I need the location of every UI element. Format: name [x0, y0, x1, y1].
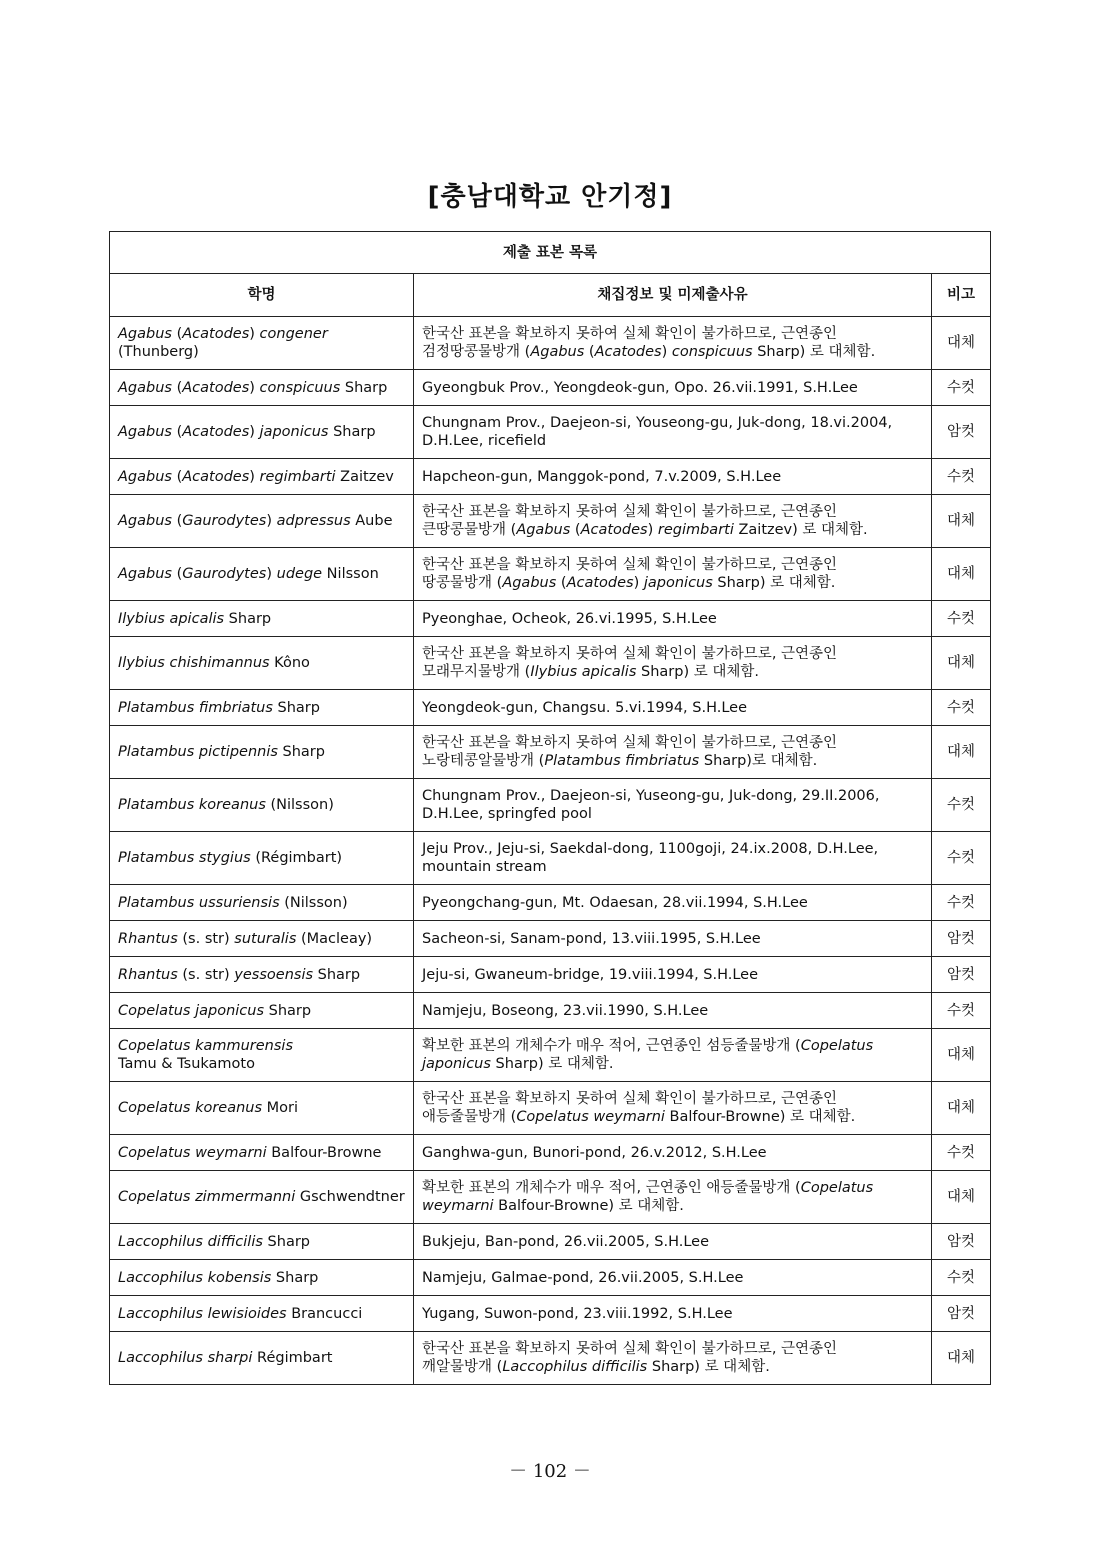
italic-taxon: Agabus: [502, 575, 557, 591]
table-row: [110, 1224, 991, 1260]
collection-info-cell: 한국산 표본을 확보하지 못하여 실체 확인이 불가하므로, 근연종인 노랑테콩알물방개 (Platambus fimbriatus Sharp)로 대체함.: [414, 726, 932, 779]
italic-taxon: Laccophilus difficilis: [118, 1233, 263, 1250]
table-row: [110, 726, 991, 779]
italic-taxon: Platambus stygius: [118, 850, 251, 866]
scientific-name-cell: Copelatus japonicus Sharp: [110, 993, 414, 1029]
collection-info-cell: 한국산 표본을 확보하지 못하여 실체 확인이 불가하므로, 근연종인 애등줄물방개 (Copelatus weymarni Balfour-Browne) 로 대체함.: [414, 1082, 932, 1135]
table-body: [110, 317, 991, 1385]
collection-info-cell: Pyeonghae, Ocheok, 26.vi.1995, S.H.Lee: [414, 601, 932, 637]
remarks-cell: 암컷: [932, 957, 991, 993]
collection-info-cell: Ganghwa-gun, Bunori-pond, 26.v.2012, S.H.Lee: [414, 1135, 932, 1171]
italic-taxon: Acatodes: [182, 379, 250, 396]
scientific-name-cell: Copelatus koreanus Mori: [110, 1082, 414, 1135]
table-row: [110, 1260, 991, 1296]
table-row: [110, 317, 991, 370]
collection-info-cell: 확보한 표본의 개체수가 매우 적어, 근연종인 섬등줄물방개 (Copelatus japonicus Sharp) 로 대체함.: [414, 1029, 932, 1082]
scientific-name-cell: Ilybius chishimannus Kôno: [110, 637, 414, 690]
italic-taxon: Acatodes: [182, 326, 250, 342]
scientific-name-cell: Copelatus weymarni Balfour-Browne: [110, 1135, 414, 1171]
table-row: [110, 779, 991, 832]
italic-taxon: udege: [276, 566, 323, 582]
remarks-cell: 수컷: [932, 1260, 991, 1296]
page-title: [충남대학교 안기정]: [427, 182, 673, 212]
italic-taxon: Ilybius apicalis: [118, 610, 225, 627]
italic-taxon: Copelatus zimmermanni: [118, 1189, 296, 1205]
column-header-collection-info: 채집정보 및 미제출사유: [414, 274, 932, 317]
remarks-cell: 암컷: [932, 1224, 991, 1260]
table-row: [110, 406, 991, 459]
remarks-cell: 수컷: [932, 601, 991, 637]
table-row: [110, 637, 991, 690]
italic-taxon: japonicus: [422, 1056, 491, 1072]
italic-taxon: Rhantus: [118, 930, 178, 947]
remarks-cell: 수컷: [932, 993, 991, 1029]
italic-taxon: japonicus: [259, 424, 329, 440]
scientific-name-cell: Laccophilus difficilis Sharp: [110, 1224, 414, 1260]
table-row: [110, 601, 991, 637]
table-caption: 제출 표본 목록: [110, 232, 991, 274]
italic-taxon: Platambus pictipennis: [118, 744, 278, 760]
italic-taxon: Copelatus weymarni: [516, 1109, 665, 1125]
scientific-name-cell: Agabus (Gaurodytes) udege Nilsson: [110, 548, 414, 601]
table-row: [110, 1332, 991, 1385]
scientific-name-cell: Rhantus (s. str) yessoensis Sharp: [110, 957, 414, 993]
remarks-cell: 수컷: [932, 779, 991, 832]
table-row: [110, 495, 991, 548]
collection-info-cell: Chungnam Prov., Daejeon-si, Youseong-gu, Juk-dong, 18.vi.2004, D.H.Lee, ricefield: [414, 406, 932, 459]
collection-info-cell: 한국산 표본을 확보하지 못하여 실체 확인이 불가하므로, 근연종인 검정땅콩물방개 (Agabus (Acatodes) conspicuus Sharp) 로 대체함.: [414, 317, 932, 370]
collection-info-cell: 확보한 표본의 개체수가 매우 적어, 근연종인 애등줄물방개 (Copelatus weymarni Balfour-Browne) 로 대체함.: [414, 1171, 932, 1224]
table-row: [110, 957, 991, 993]
remarks-cell: 대체: [932, 495, 991, 548]
italic-taxon: Agabus: [118, 326, 172, 342]
scientific-name-cell: Platambus ussuriensis (Nilsson): [110, 885, 414, 921]
remarks-cell: 대체: [932, 637, 991, 690]
table-row: [110, 885, 991, 921]
collection-info-cell: Yeongdeok-gun, Changsu. 5.vi.1994, S.H.Lee: [414, 690, 932, 726]
italic-taxon: congener: [259, 326, 328, 342]
page-number: － 102 －: [509, 1461, 591, 1482]
italic-taxon: Agabus: [118, 468, 172, 485]
scientific-name-cell: Laccophilus kobensis Sharp: [110, 1260, 414, 1296]
table-row: [110, 1135, 991, 1171]
scientific-name-cell: Laccophilus lewisioides Brancucci: [110, 1296, 414, 1332]
italic-taxon: Copelatus koreanus: [118, 1100, 263, 1116]
scientific-name-cell: Ilybius apicalis Sharp: [110, 601, 414, 637]
table-row: [110, 459, 991, 495]
table-row: [110, 1296, 991, 1332]
collection-info-cell: 한국산 표본을 확보하지 못하여 실체 확인이 불가하므로, 근연종인 큰땅콩물방개 (Agabus (Acatodes) regimbarti Zaitzev) 로 대체함.: [414, 495, 932, 548]
italic-taxon: Platambus fimbriatus: [118, 699, 273, 716]
italic-taxon: Laccophilus lewisioides: [118, 1305, 287, 1322]
table-row: [110, 548, 991, 601]
italic-taxon: Acatodes: [182, 424, 250, 440]
collection-info-cell: Chungnam Prov., Daejeon-si, Yuseong-gu, Juk-dong, 29.II.2006, D.H.Lee, springfed pool: [414, 779, 932, 832]
column-header-scientific-name: 학명: [110, 274, 414, 317]
collection-info-cell: Namjeju, Galmae-pond, 26.vii.2005, S.H.Lee: [414, 1260, 932, 1296]
italic-taxon: adpressus: [276, 513, 351, 529]
collection-info-cell: Jeju Prov., Jeju-si, Saekdal-dong, 1100goji, 24.ix.2008, D.H.Lee, mountain stream: [414, 832, 932, 885]
italic-taxon: Agabus: [516, 522, 571, 538]
scientific-name-cell: Agabus (Acatodes) congener (Thunberg): [110, 317, 414, 370]
italic-taxon: Rhantus: [118, 966, 178, 983]
collection-info-cell: Pyeongchang-gun, Mt. Odaesan, 28.vii.1994, S.H.Lee: [414, 885, 932, 921]
italic-taxon: Agabus: [530, 344, 585, 360]
italic-taxon: Agabus: [118, 424, 172, 440]
italic-taxon: Laccophilus difficilis: [502, 1359, 648, 1375]
italic-taxon: regimbarti: [657, 522, 734, 538]
scientific-name-cell: Agabus (Gaurodytes) adpressus Aube: [110, 495, 414, 548]
italic-taxon: Acatodes: [182, 468, 250, 485]
italic-taxon: Laccophilus kobensis: [118, 1269, 272, 1286]
italic-taxon: Ilybius apicalis: [530, 664, 637, 680]
collection-info-cell: Jeju-si, Gwaneum-bridge, 19.viii.1994, S.H.Lee: [414, 957, 932, 993]
italic-taxon: Acatodes: [580, 522, 648, 538]
remarks-cell: 대체: [932, 548, 991, 601]
collection-info-cell: 한국산 표본을 확보하지 못하여 실체 확인이 불가하므로, 근연종인 깨알물방개 (Laccophilus difficilis Sharp) 로 대체함.: [414, 1332, 932, 1385]
collection-info-cell: Hapcheon-gun, Manggok-pond, 7.v.2009, S.H.Lee: [414, 459, 932, 495]
scientific-name-cell: Rhantus (s. str) suturalis (Macleay): [110, 921, 414, 957]
collection-info-cell: Gyeongbuk Prov., Yeongdeok-gun, Opo. 26.vii.1991, S.H.Lee: [414, 370, 932, 406]
remarks-cell: 수컷: [932, 832, 991, 885]
remarks-cell: 암컷: [932, 406, 991, 459]
table-row: [110, 832, 991, 885]
scientific-name-cell: Agabus (Acatodes) conspicuus Sharp: [110, 370, 414, 406]
italic-taxon: Agabus: [118, 566, 172, 582]
remarks-cell: 대체: [932, 726, 991, 779]
remarks-cell: 수컷: [932, 459, 991, 495]
column-header-remarks: 비고: [932, 274, 991, 317]
italic-taxon: Agabus: [118, 513, 172, 529]
table-row: [110, 993, 991, 1029]
scientific-name-cell: Platambus koreanus (Nilsson): [110, 779, 414, 832]
table-row: [110, 1082, 991, 1135]
table-row: [110, 1171, 991, 1224]
remarks-cell: 수컷: [932, 885, 991, 921]
italic-taxon: Agabus: [118, 379, 172, 396]
table-row: [110, 690, 991, 726]
collection-info-cell: Namjeju, Boseong, 23.vii.1990, S.H.Lee: [414, 993, 932, 1029]
scientific-name-cell: Platambus pictipennis Sharp: [110, 726, 414, 779]
collection-info-cell: 한국산 표본을 확보하지 못하여 실체 확인이 불가하므로, 근연종인 모래무지물방개 (Ilybius apicalis Sharp) 로 대체함.: [414, 637, 932, 690]
remarks-cell: 대체: [932, 317, 991, 370]
italic-taxon: Gaurodytes: [182, 513, 267, 529]
scientific-name-cell: Laccophilus sharpi Régimbart: [110, 1332, 414, 1385]
italic-taxon: Copelatus: [800, 1180, 874, 1196]
table-row: [110, 921, 991, 957]
collection-info-cell: Yugang, Suwon-pond, 23.viii.1992, S.H.Lee: [414, 1296, 932, 1332]
remarks-cell: 수컷: [932, 370, 991, 406]
italic-taxon: Copelatus kammurensis: [118, 1038, 294, 1054]
italic-taxon: yessoensis: [234, 966, 314, 983]
table-row: [110, 370, 991, 406]
collection-info-cell: Sacheon-si, Sanam-pond, 13.viii.1995, S.H.Lee: [414, 921, 932, 957]
italic-taxon: Acatodes: [566, 575, 634, 591]
specimen-table: [109, 231, 991, 1385]
remarks-cell: 대체: [932, 1171, 991, 1224]
remarks-cell: 대체: [932, 1332, 991, 1385]
italic-taxon: conspicuus: [259, 379, 341, 396]
scientific-name-cell: Platambus fimbriatus Sharp: [110, 690, 414, 726]
italic-taxon: suturalis: [234, 930, 297, 947]
italic-taxon: Copelatus weymarni: [118, 1144, 267, 1161]
remarks-cell: 암컷: [932, 1296, 991, 1332]
table-row: [110, 1029, 991, 1082]
italic-taxon: conspicuus: [671, 344, 753, 360]
italic-taxon: regimbarti: [259, 468, 336, 485]
remarks-cell: 대체: [932, 1029, 991, 1082]
italic-taxon: Copelatus: [800, 1038, 874, 1054]
italic-taxon: Platambus fimbriatus: [544, 753, 700, 769]
remarks-cell: 수컷: [932, 1135, 991, 1171]
scientific-name-cell: Platambus stygius (Régimbart): [110, 832, 414, 885]
collection-info-cell: 한국산 표본을 확보하지 못하여 실체 확인이 불가하므로, 근연종인 땅콩물방개 (Agabus (Acatodes) japonicus Sharp) 로 대체함.: [414, 548, 932, 601]
collection-info-cell: Bukjeju, Ban-pond, 26.vii.2005, S.H.Lee: [414, 1224, 932, 1260]
scientific-name-cell: Copelatus kammurensis Tamu & Tsukamoto: [110, 1029, 414, 1082]
remarks-cell: 암컷: [932, 921, 991, 957]
scientific-name-cell: Agabus (Acatodes) regimbarti Zaitzev: [110, 459, 414, 495]
italic-taxon: Platambus ussuriensis: [118, 894, 280, 911]
italic-taxon: Copelatus japonicus: [118, 1002, 264, 1019]
italic-taxon: weymarni: [422, 1198, 494, 1214]
italic-taxon: japonicus: [643, 575, 713, 591]
italic-taxon: Acatodes: [594, 344, 662, 360]
italic-taxon: Platambus koreanus: [118, 797, 266, 813]
remarks-cell: 대체: [932, 1082, 991, 1135]
italic-taxon: Ilybius chishimannus: [118, 655, 270, 671]
remarks-cell: 수컷: [932, 690, 991, 726]
scientific-name-cell: Agabus (Acatodes) japonicus Sharp: [110, 406, 414, 459]
italic-taxon: Laccophilus sharpi: [118, 1350, 253, 1366]
italic-taxon: Gaurodytes: [182, 566, 267, 582]
scientific-name-cell: Copelatus zimmermanni Gschwendtner: [110, 1171, 414, 1224]
